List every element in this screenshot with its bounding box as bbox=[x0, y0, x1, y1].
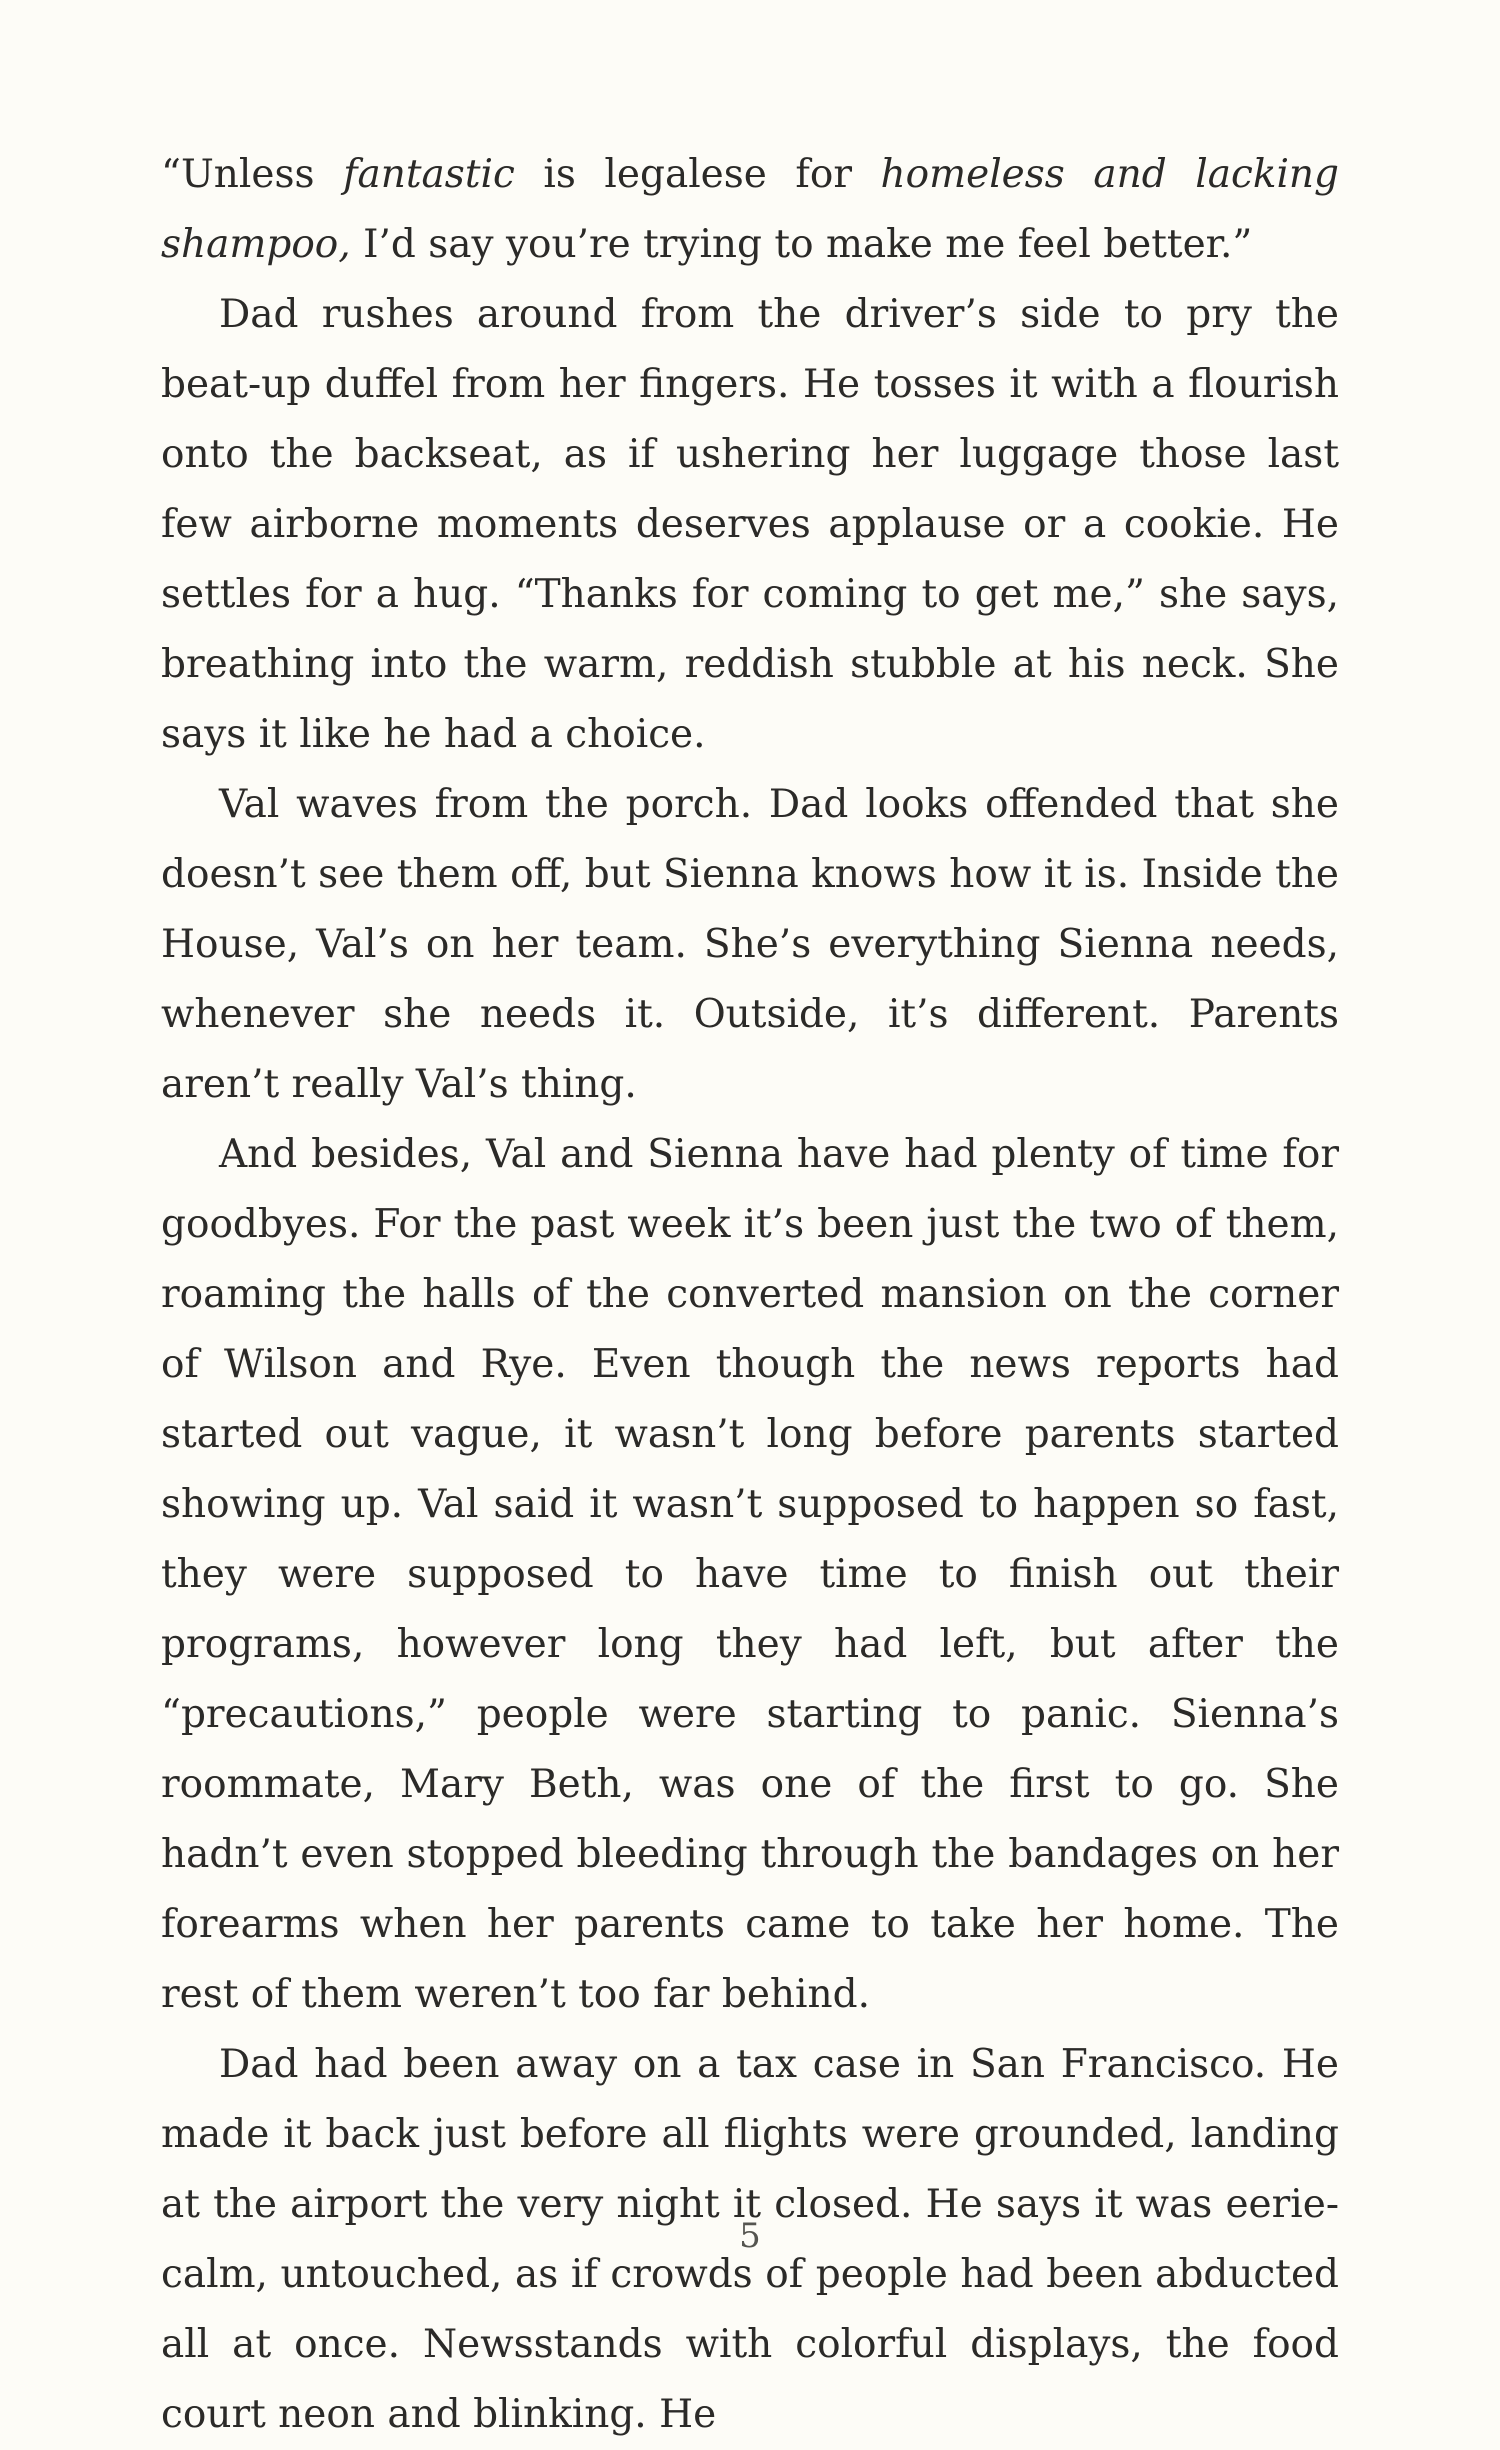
paragraph-3-seg-1: Val waves from the porch. Dad looks offended that she doesn’t see them off, but Sienna knows how it is. Inside the House, Val’s on her team. She’s everything Sienna needs, whenever she needs it. Outside, it’s different. Parents aren’t really Val’s thing. bbox=[161, 782, 1339, 1107]
body-text bbox=[161, 140, 1339, 2450]
paragraph-1-seg-3: is legalese for bbox=[514, 152, 881, 197]
page-number: 5 bbox=[739, 2216, 761, 2256]
paragraph-4 bbox=[161, 1120, 1339, 2030]
paragraph-4-seg-1: And besides, Val and Sienna have had plenty of time for goodbyes. For the past week it’s been just the two of them, roaming the halls of the converted mansion on the corner of Wilson and Rye. Even though the news reports had started out vague, it wasn’t long before parents started showing up. Val said it wasn’t supposed to happen so fast, they were supposed to have time to finish out their programs, however long they had left, but after the “precautions,” people were starting to panic. Sienna’s roommate, Mary Beth, was one of the first to go. She hadn’t even stopped bleeding through the bandages on her forearms when her parents came to take her home. The rest of them weren’t too far behind. bbox=[161, 1132, 1339, 2017]
paragraph-1-seg-2: fantastic bbox=[343, 152, 515, 197]
paragraph-1-seg-1: “Unless bbox=[161, 152, 344, 197]
paragraph-1-seg-5: I’d say you’re trying to make me feel better.” bbox=[350, 222, 1253, 267]
paragraph-1 bbox=[161, 140, 1339, 280]
paragraph-1-seg-4: homeless and lacking shampoo, bbox=[161, 152, 1340, 267]
paragraph-2 bbox=[161, 280, 1339, 770]
paragraph-5-seg-1: Dad had been away on a tax case in San Francisco. He made it back just before all flights were grounded, landing at the airport the very night it closed. He says it was eerie-calm, untouched, as if crowds of people had been abducted all at once. Newsstands with colorful displays, the food court neon and blinking. He bbox=[161, 2042, 1339, 2437]
paragraph-3 bbox=[161, 770, 1339, 1120]
paragraph-2-seg-1: Dad rushes around from the driver’s side to pry the beat-up duffel from her fingers. He tosses it with a flourish onto the backseat, as if ushering her luggage those last few airborne moments deserves applause or a cookie. He settles for a hug. “Thanks for coming to get me,” she says, breathing into the warm, reddish stubble at his neck. She says it like he had a choice. bbox=[161, 292, 1339, 757]
